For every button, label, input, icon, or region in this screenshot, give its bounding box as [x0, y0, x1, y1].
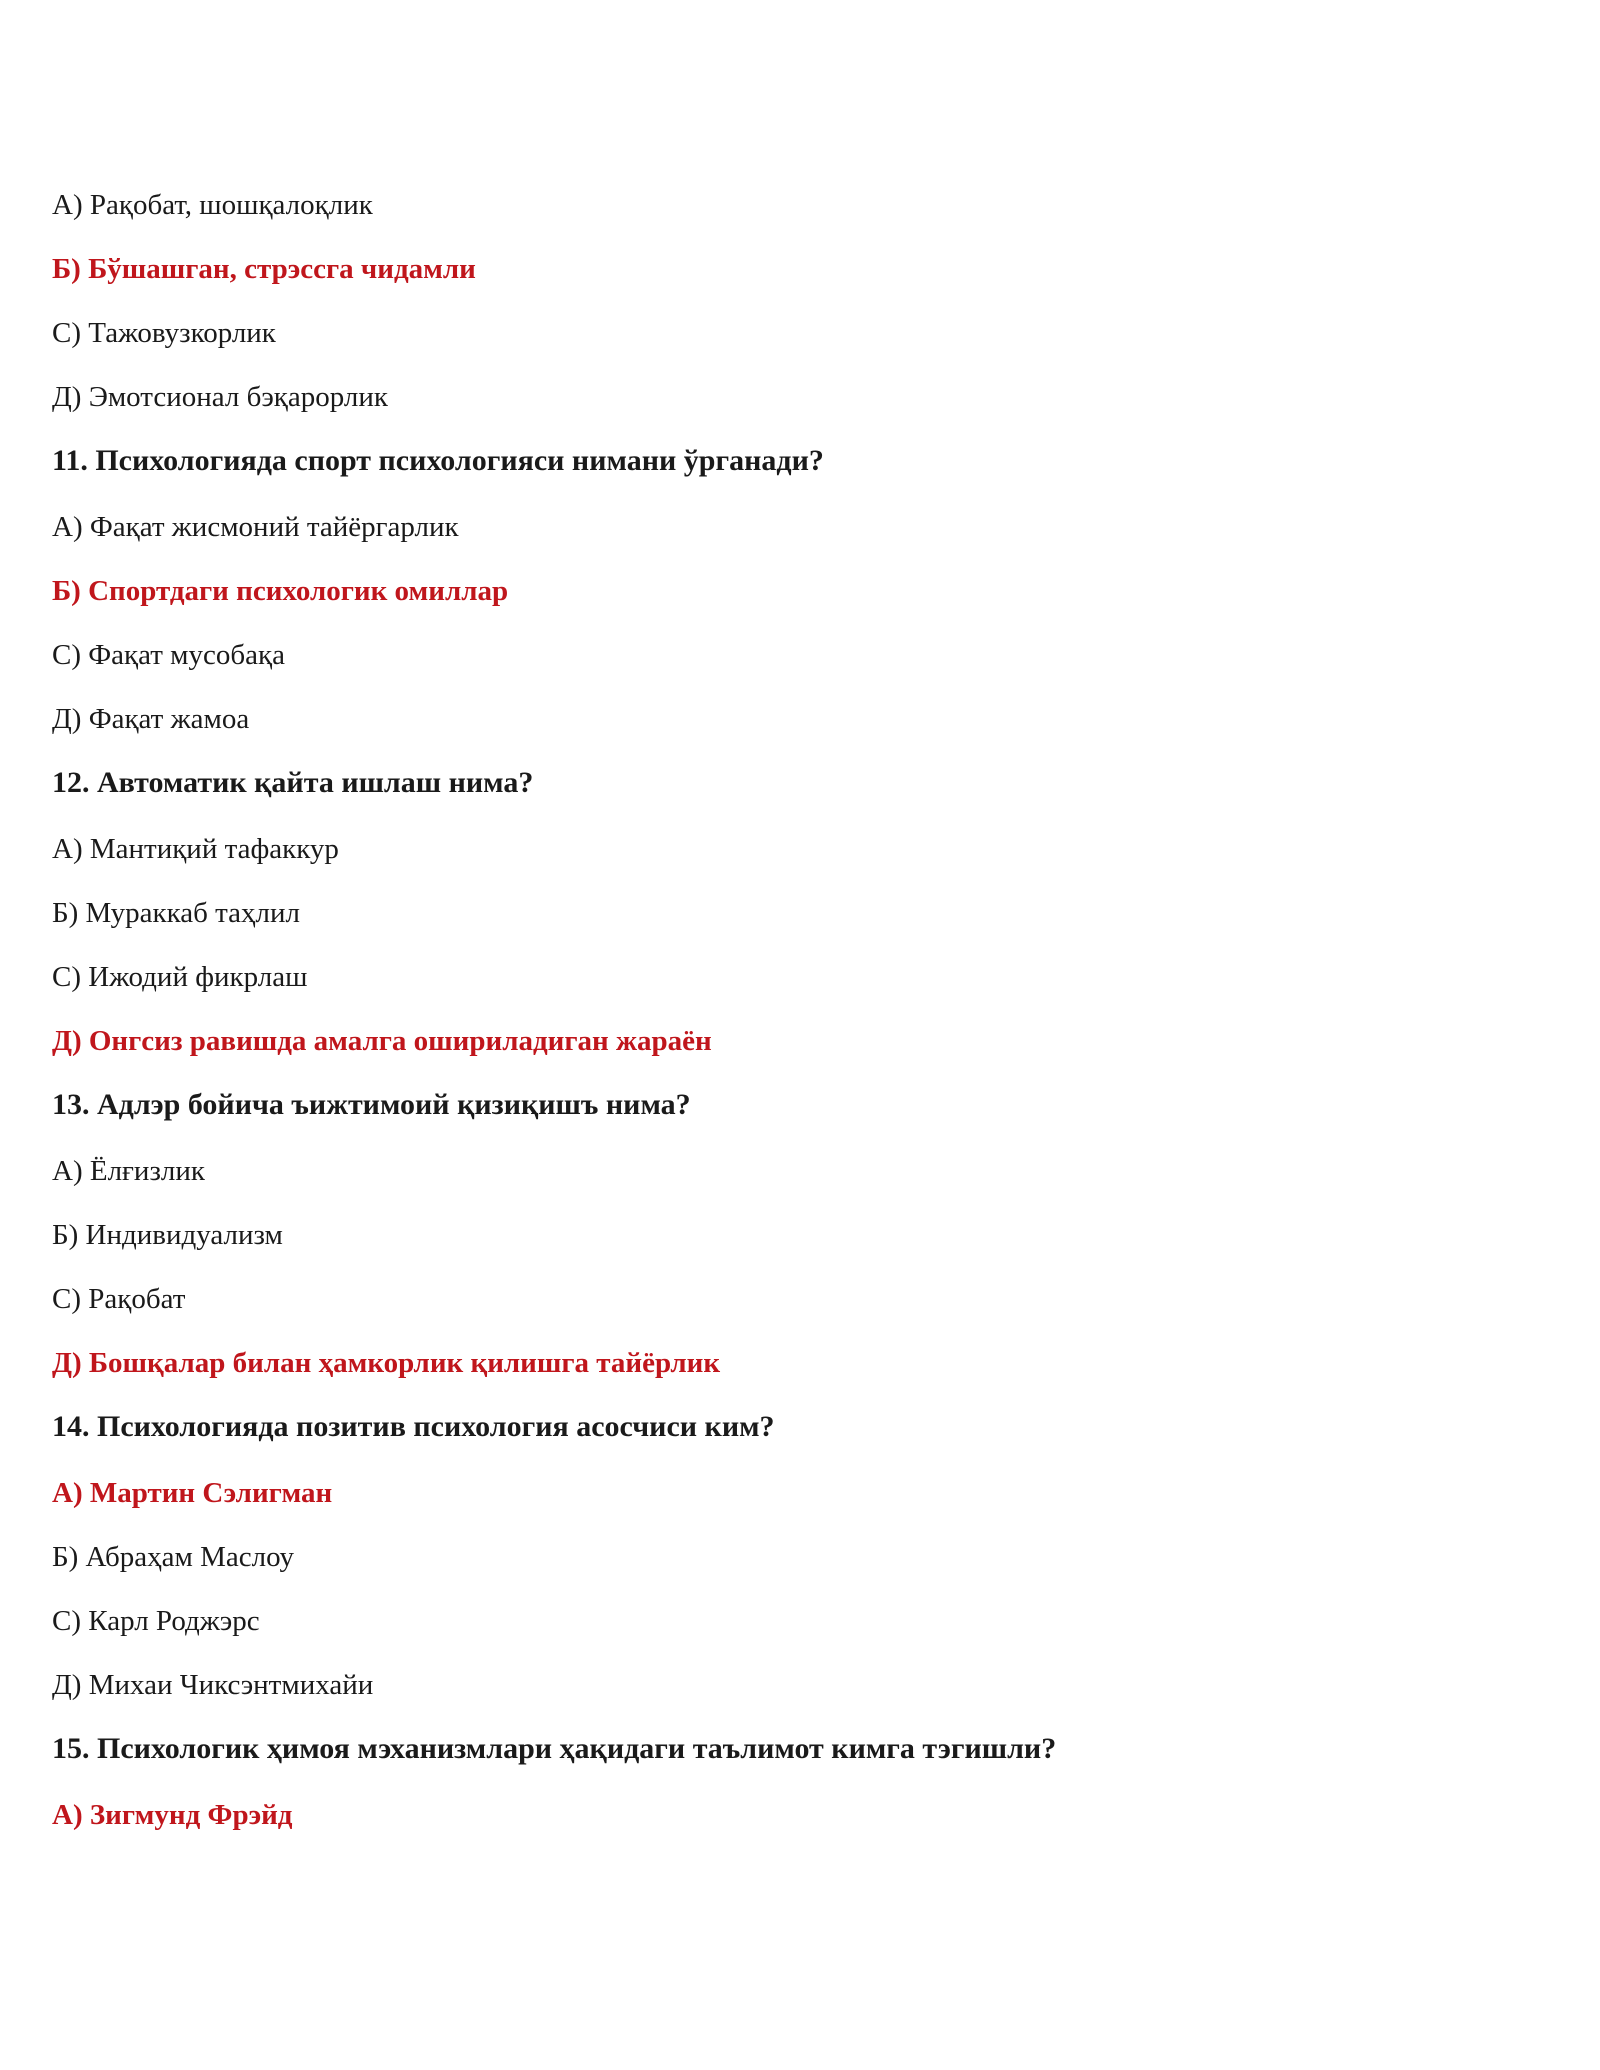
option-10-a: А) Рақобат, шошқалоқлик [52, 189, 373, 221]
option-13-c: С) Рақобат [52, 1283, 186, 1315]
option-14-c: С) Карл Роджэрс [52, 1605, 260, 1637]
option-13-b: Б) Индивидуализм [52, 1219, 283, 1251]
option-13-a: А) Ёлғизлик [52, 1155, 205, 1187]
option-11-c: С) Фақат мусобақа [52, 639, 285, 671]
option-12-d-correct: Д) Онгсиз равишда амалга ошириладиган жараён [52, 1025, 712, 1057]
option-10-d: Д) Эмотсионал бэқарорлик [52, 381, 388, 413]
question-15: 15. Психологик ҳимоя мэханизмлари ҳақидаги таълимот кимга тэгишли? [52, 1732, 1057, 1765]
question-13: 13. Адлэр бойича ъижтимоий қизиқишъ нима? [52, 1088, 691, 1121]
option-12-a: А) Мантиқий тафаккур [52, 833, 339, 865]
option-13-d-correct: Д) Бошқалар билан ҳамкорлик қилишга тайёрлик [52, 1347, 721, 1379]
option-12-b: Б) Мураккаб таҳлил [52, 897, 300, 929]
question-11: 11. Психологияда спорт психологияси нимани ўрганади? [52, 444, 824, 477]
option-10-c: С) Тажовузкорлик [52, 317, 276, 349]
question-12: 12. Автоматик қайта ишлаш нима? [52, 766, 534, 799]
option-11-d: Д) Фақат жамоа [52, 703, 250, 735]
option-12-c: С) Ижодий фикрлаш [52, 961, 308, 993]
option-11-b-correct: Б) Спортдаги психологик омиллар [52, 575, 509, 607]
quiz-document [52, 183, 1552, 1857]
option-14-d: Д) Михаи Чиксэнтмихайи [52, 1669, 374, 1701]
option-14-b: Б) Абраҳам Маслоу [52, 1541, 295, 1573]
option-10-b-correct: Б) Бўшашган, стрэссга чидамли [52, 253, 476, 285]
option-11-a: А) Фақат жисмоний тайёргарлик [52, 511, 459, 543]
option-15-a-correct: А) Зигмунд Фрэйд [52, 1799, 293, 1831]
question-14: 14. Психологияда позитив психология асосчиси ким? [52, 1410, 775, 1443]
option-14-a-correct: А) Мартин Сэлигман [52, 1477, 333, 1509]
